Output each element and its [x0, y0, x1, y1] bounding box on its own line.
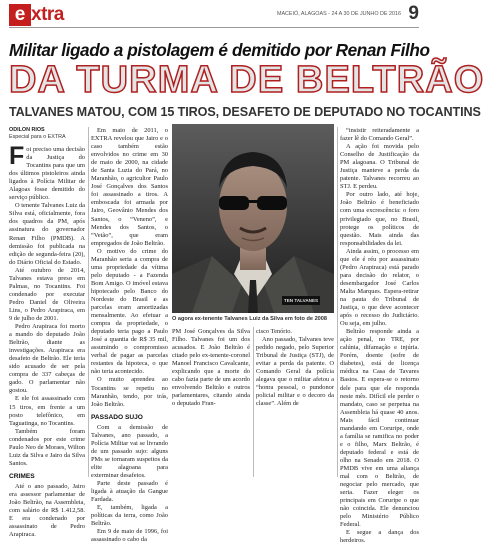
photo-image	[172, 124, 334, 313]
byline: ODILON RIOS	[9, 127, 45, 133]
article-column-2	[91, 127, 168, 544]
article-photo	[172, 124, 334, 313]
paragraph: Pedro Arapiraca foi morto a mando do deputado João Beltrão, diante as investigações. Arapiraca era desafeto de Beltrão. Ele teria sido acusado de ser pela compra de 337 cabeças de gado. O parlamentar não gostou.	[9, 323, 85, 395]
subheadline: TALVANES MATOU, COM 15 TIROS, DESAFETO DE DEPUTADO NO TOCANTINS	[9, 105, 481, 119]
column-divider	[253, 327, 254, 477]
article-column-3	[172, 328, 250, 477]
column-divider	[337, 127, 338, 477]
paragraph: Em maio de 2011, o EXTRA revelou que Jairo e o caso também estão envolvidos no crime em 30 de maio de 2000, na cidade de Santa Luzia do Pará, no Maranhão, o agricultor Paulo José Gonçalves dos Santos foi assassinado a tiros. A emboscada foi armada por Jairo, Geovânio Mendes dos Santos, o “Veneno”, e Mendes dos Santos, o “Vetão”, que eram empregados de João Beltrão.	[91, 127, 168, 247]
paragraph: Com a demissão de Talvanes, ano passado, a Polícia Militar vai se livrando de um passado sujo: alguns PMs se tornaram suspeitos da elite alagoana para exterminar desafetos.	[91, 423, 168, 479]
paragraph: O muito aprendeu ao Tocantins se repetiu no Maranhão, tendo, por trás, João Beltrão.	[91, 376, 168, 408]
paragraph: Em 9 de maio de 1996, foi assassinado o cabo da	[91, 528, 168, 544]
paragraph: Ainda assim, o processo em que ele é réu por assassinato (Pedro Arapiraca) está parado para decisão do relator, o desembargador José Carlos Malta Marques. Espera-retirar na pauta do Tribunal de Justiça, o que deve acontecer após o recesso do Judiciário. Ou seja, em julho.	[340, 247, 419, 328]
paragraph: O motivo do crime do Maranhão seria a compra de uma propriedade da vítima pelo deputado - a Fazenda Bom Amigo. O imóvel estava hipotecado pelo Banco do Nordeste do Brasil e as parcelas eram amortizadas mensalmente. Ao efetuar a compra da propriedade, o deputado teria pago a Paulo José a quantia de R$ 35 mil, assumindo o compromisso verbal de pagar as parcelas restantes da hipoteca, o que não teria acontecido.	[91, 247, 168, 376]
article-column-5	[340, 127, 419, 545]
paragraph: Também foram condenados por este crime Paulo Neo de Moraes, Wilton Luiz da Silva e Jairo da Silva Santos.	[9, 427, 85, 467]
paragraph: “insistir reiteradamente a fazer lê do Comando Geral”.	[340, 127, 419, 143]
paragraph: E ele foi assassinado com 15 tiros, em frente a um posto telefônico, em Taguatinga, no Tocantins.	[9, 395, 85, 427]
article-column-1	[9, 127, 85, 539]
paragraph: Até outubro de 2014, Talvanes estava preso em Palmas, no Tocantins. Foi condenado por executar Pedro Daniel de Oliveira Lins, o Pedro Arapiraca, em 9 de julho de 2001.	[9, 266, 85, 322]
page-number: 9	[408, 3, 419, 24]
name-badge: TEN TALVANES	[283, 298, 319, 303]
byline-role: Especial para o EXTRA	[9, 134, 66, 140]
main-headline: DA TURMA DE BELTRÃO	[9, 59, 484, 101]
dateline: MACEIÓ, ALAGOAS - 24 A 30 DE JUNHO DE 2016	[276, 11, 401, 17]
logo-text: xtra	[31, 4, 64, 25]
paragraph: Beltrão responde ainda a ação penal, no TRE, por calúnia, difamação e injúria. Porém, doente (sofre de diabetes), está de licença médica na Casa de Tavares Bastos. E espera-se o retorno dele para que ele responda neste mês. Difícil ele perder o mandato, caso se perpetua na Assembleia há quase 40 anos. Mais fácil continuar mandando em Coruripe, onde a família se ramifica no poder e o filho, Marx Beltrão, é deputado federal e está de olho na Senado em 2018. O PMDB vive em uma aliança mal com o Beltrão, de negociar pelo mercado, que seria. Fazer eleger os principais em Coruripe o que não coincida. Ele denunciou pelo Ministério Público Federal.	[340, 328, 419, 529]
kicker-headline: Militar ligado a pistolagem é demitido por Renan Filho	[9, 40, 430, 60]
article-column-4	[256, 328, 334, 477]
masthead-rule	[9, 27, 419, 28]
paragraph: Ano passado, Talvanes teve pedido negado, pelo Superior Tribunal de Justiça (STJ), de evitar a perda da patente. O Comando Geral da polícia alegava que o militar afetou a “honra pessoal, o pundonor policial militar e o decoro da classe”. Além de	[256, 336, 334, 408]
paragraph: PM José Gonçalves da Silva Filho. Talvanes foi um dos acusados. E João Beltrão é citado pelo ex-tenente-coronel Manoel Francisco Cavalcante, explicando que a morte do cabo fazia parte de um acordo envolvendo Beltrão e outros parlamentares, citando ainda o deputado Fran-	[172, 328, 250, 408]
paragraph: O tenente Talvanes Luiz da Silva está, oficialmente, fora dos quadros da PM, após assinatura do governador Renan Filho (PMDB). A demissão foi publicada na edição de segunda-feira (20), do Diário Oficial do Estado.	[9, 202, 85, 266]
lead-text: oi preciso uma decisão da Justiça do Tocantins para que um dos últimos pistoleiros ainda ligados à Polícia Militar de Alagoas fosse demitido do serviço público.	[9, 146, 85, 202]
section-heading-crimes: CRIMES	[9, 472, 35, 480]
paragraph: Parte deste passado é ligada à atuação da Gangue Fardada.	[91, 480, 168, 504]
paragraph: E segue a dança dos herdeiros.	[340, 529, 419, 545]
section-heading-passado-sujo: PASSADO SUJO	[91, 413, 143, 421]
extra-logo	[9, 4, 69, 26]
paragraph: Até o ano passado, Jairo era assessor parlamentar de João Beltrão, na Assembleia, com salário de R$ 1.412,58. E era condenado por assassinato de Pedro Arapiraca.	[9, 482, 85, 539]
drop-cap: F	[9, 142, 25, 170]
logo-letter: e	[9, 4, 31, 26]
paragraph: E, também, ligada a políticas da terra, como João Beltrão.	[91, 504, 168, 528]
paragraph: A ação foi movida pelo Conselho de Justificação da PM alagoana. O Tribunal de Justiça manteve a perda da patente. Talvanes recorreu ao STJ. E perdeu.	[340, 143, 419, 191]
paragraph: Por outro lado, até hoje, João Beltrão é beneficiado com uma excrescência: o foro privilegiado que, no Brasil, protege os políticos de questão. Mais ainda das responsabilidades da lei.	[340, 191, 419, 247]
paragraph: cisco Tenório.	[256, 328, 292, 335]
lead-paragraph	[9, 142, 85, 202]
photo-caption: O agora ex-tenente Talvanes Luiz da Silva em foto de 2008	[172, 316, 328, 322]
column-divider	[88, 127, 89, 477]
